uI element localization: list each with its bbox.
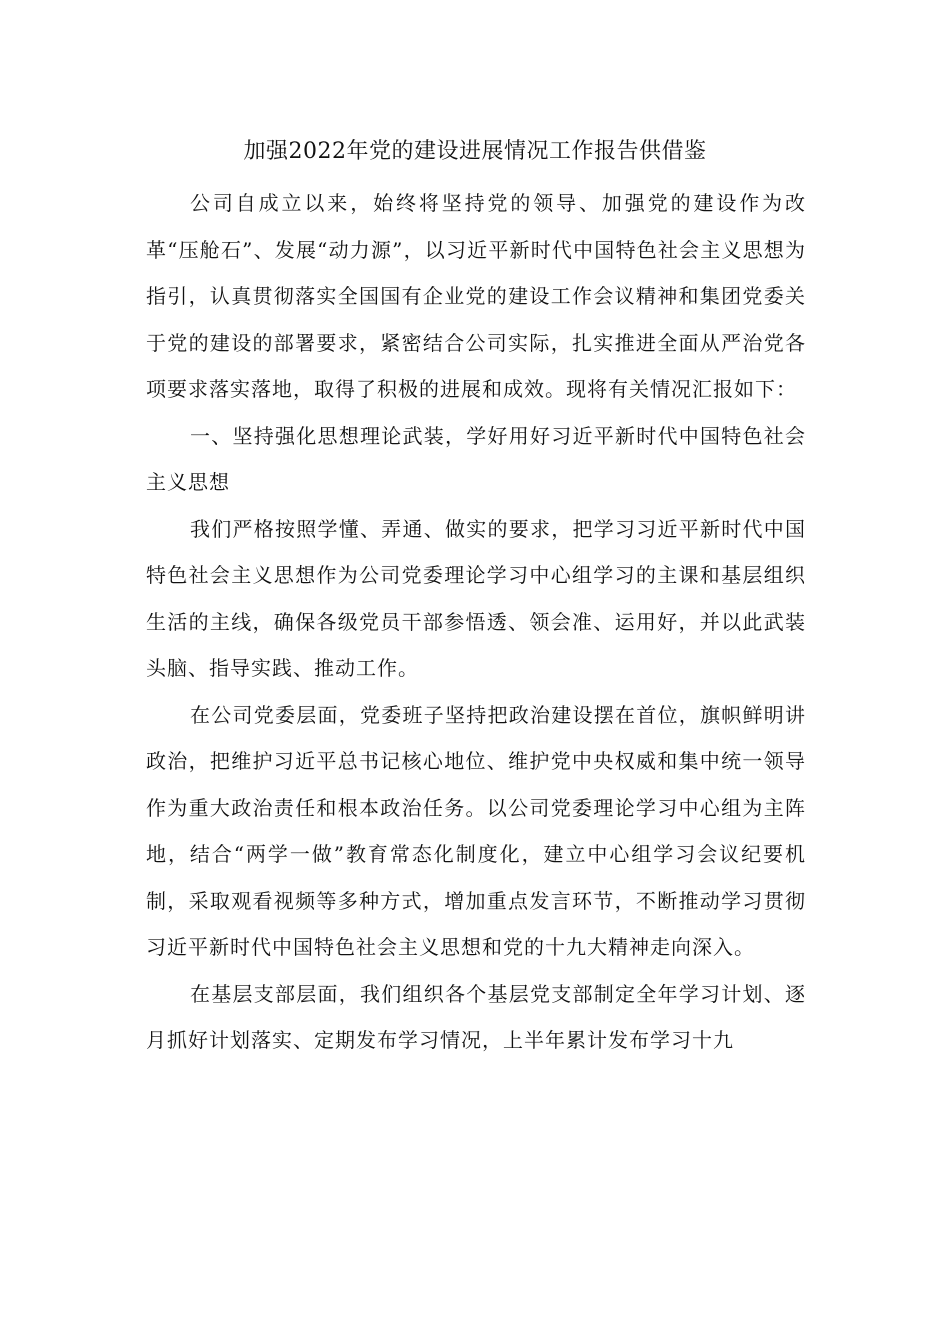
document-body xyxy=(146,180,806,1064)
paragraph-study-requirements: 我们严格按照学懂、弄通、做实的要求，把学习习近平新时代中国特色社会主义思想作为公司党委理论学习中心组学习的主课和基层组织生活的主线，确保各级党员干部参悟透、领会准、运用好，并以此武装头脑、指导实践、推动工作。 xyxy=(146,516,806,680)
paragraph-branch-level: 在基层支部层面，我们组织各个基层党支部制定全年学习计划、逐月抓好计划落实、定期发布学习情况，上半年累计发布学习十九 xyxy=(146,981,806,1052)
paragraph-intro: 公司自成立以来，始终将坚持党的领导、加强党的建设作为改革“压舱石”、发展“动力源”，以习近平新时代中国特色社会主义思想为指引，认真贯彻落实全国国有企业党的建设工作会议精神和集团党委关于党的建设的部署要求，紧密结合公司实际，扎实推进全面从严治党各项要求落实落地，取得了积极的进展和成效。现将有关情况汇报如下： xyxy=(146,191,806,401)
section-heading-1: 一、坚持强化思想理论武装，学好用好习近平新时代中国特色社会主义思想 xyxy=(146,423,806,494)
document-title: 加强2022年党的建设进展情况工作报告供借鉴 xyxy=(243,139,707,164)
paragraph-party-committee-level: 在公司党委层面，党委班子坚持把政治建设摆在首位，旗帜鲜明讲政治，把维护习近平总书记核心地位、维护党中央权威和集中统一领导作为重大政治责任和根本政治任务。以公司党委理论学习中心组为主阵地，结合“两学一做”教育常态化制度化，建立中心组学习会议纪要机制，采取观看视频等多种方式，增加重点发言环节，不断推动学习贯彻习近平新时代中国特色社会主义思想和党的十九大精神走向深入。 xyxy=(146,702,806,959)
